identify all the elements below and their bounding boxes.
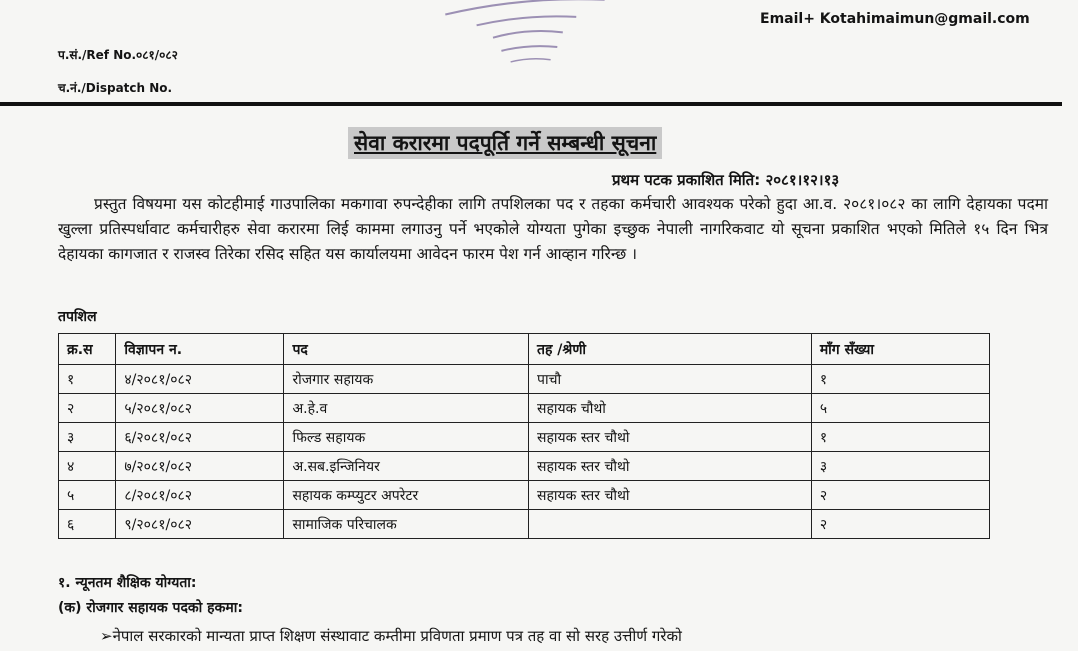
column-header-serial: क्र.स (59, 334, 116, 365)
cell-ad-number: ९/२०८१/०८२ (116, 510, 284, 539)
cell-ad-number: ४/२०८१/०८२ (116, 365, 284, 394)
cell-post: सामाजिक परिचालक (284, 510, 529, 539)
details-label: तपशिल (58, 309, 97, 325)
cell-post: रोजगार सहायक (284, 365, 529, 394)
column-header-post: पद (284, 334, 529, 365)
cell-post: अ.हे.व (284, 394, 529, 423)
header-divider (0, 102, 1062, 106)
cell-demand: ३ (811, 452, 989, 481)
cell-ad-number: ६/२०८१/०८२ (116, 423, 284, 452)
table-header-row (59, 334, 990, 365)
cell-level (529, 510, 812, 539)
table-row (59, 510, 990, 539)
vacancy-table (58, 333, 990, 539)
cell-level: पाचौ (529, 365, 812, 394)
table-row (59, 394, 990, 423)
cell-demand: १ (811, 365, 989, 394)
cell-serial: ३ (59, 423, 116, 452)
qualification-bullet: ➢नेपाल सरकारको मान्यता प्राप्त शिक्षण संस्थावाट कम्तीमा प्रविणता प्रमाण पत्र तह वा सो सरह उत्तीर्ण गरेको (100, 627, 682, 645)
cell-post: सहायक कम्प्युटर अपरेटर (284, 481, 529, 510)
cell-serial: ५ (59, 481, 116, 510)
table-row (59, 481, 990, 510)
cell-serial: ४ (59, 452, 116, 481)
column-header-demand: माँग सँख्या (811, 334, 989, 365)
dispatch-number: च.नं./Dispatch No. (58, 81, 173, 95)
cell-level: सहायक चौथो (529, 394, 812, 423)
cell-demand: ५ (811, 394, 989, 423)
seal-mark-icon (435, 0, 622, 81)
cell-demand: १ (811, 423, 989, 452)
office-email: Email+ Kotahimaimun@gmail.com (760, 11, 1030, 27)
cell-serial: १ (59, 365, 116, 394)
section-employment-assistant: (क) रोजगार सहायक पदको हकमा: (58, 600, 243, 616)
table-row (59, 365, 990, 394)
published-date: प्रथम पटक प्रकाशित मिति: २०८१।१२।१३ (612, 171, 840, 189)
cell-level: सहायक स्तर चौथो (529, 452, 812, 481)
cell-serial: ६ (59, 510, 116, 539)
notice-paragraph: प्रस्तुत विषयमा यस कोटहीमाई गाउपालिका मकगावा रुपन्देहीका लागि तपशिलका पद र तहका कर्मचारी आवश्यक परेको हुदा आ.व. २०८१।०८२ का लागि देहायका पदमा खुल्ला प्रतिस्पर्धावाट कर्मचारीहरु सेवा करारमा लिई काममा लगाउनु पर्ने भएकोले योग्यता पुगेका इच्छुक नेपाली नागरिकवाट यो सूचना प्रकाशित भएको मितिले १५ दिन भित्र देहायका कागजात र राजस्व तिरेका रसिद सहित यस कार्यालयमा आवेदन फारम पेश गर्न आव्हान गरिन्छ । (58, 195, 1048, 263)
cell-post: अ.सब.इन्जिनियर (284, 452, 529, 481)
cell-demand: २ (811, 510, 989, 539)
cell-level: सहायक स्तर चौथो (529, 481, 812, 510)
column-header-ad-number: विज्ञापन न. (116, 334, 284, 365)
cell-level: सहायक स्तर चौथो (529, 423, 812, 452)
table-row (59, 452, 990, 481)
cell-ad-number: ८/२०८१/०८२ (116, 481, 284, 510)
cell-ad-number: ५/२०८१/०८२ (116, 394, 284, 423)
cell-serial: २ (59, 394, 116, 423)
section-min-qualification: १. न्यूनतम शैक्षिक योग्यता: (58, 575, 197, 591)
notice-title: सेवा करारमा पदपूर्ति गर्ने सम्बन्धी सूचना (348, 127, 662, 159)
table-row (59, 423, 990, 452)
cell-demand: २ (811, 481, 989, 510)
office-seal-stamp (435, 0, 622, 81)
cell-ad-number: ७/२०८१/०८२ (116, 452, 284, 481)
reference-number: प.सं./Ref No.०८१/०८२ (58, 48, 178, 62)
column-header-level: तह /श्रेणी (529, 334, 812, 365)
cell-post: फिल्ड सहायक (284, 423, 529, 452)
